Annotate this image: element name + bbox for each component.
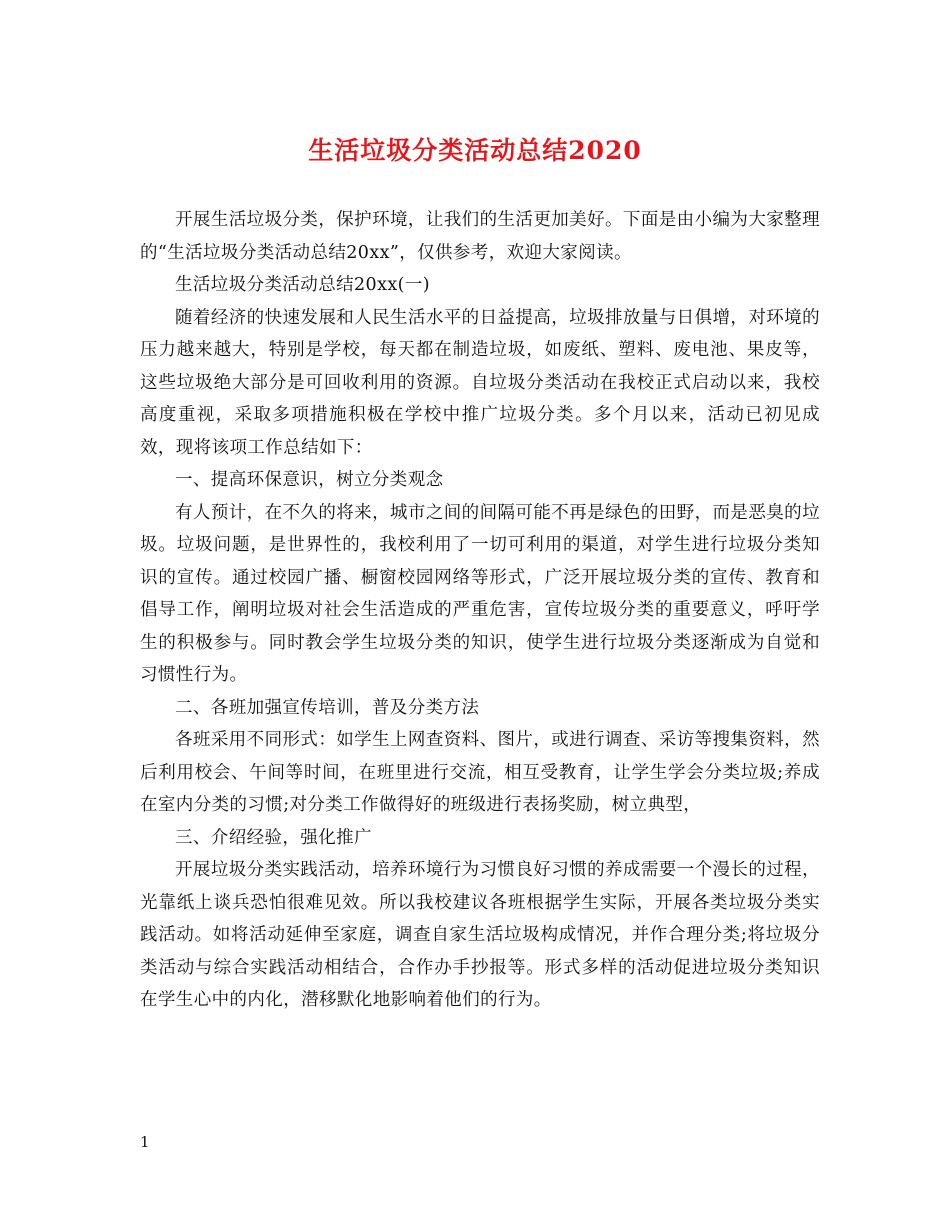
page-number: 1: [140, 1133, 150, 1151]
section-heading-2: 二、各班加强宣传培训，普及分类方法: [175, 697, 480, 718]
section-heading-3: 三、介绍经验，强化推广: [175, 827, 372, 848]
paragraph-subtitle: 生活垃圾分类活动总结20xx(一): [175, 275, 430, 295]
paragraph-background: 随着经济的快速发展和人民生活水平的日益提高，垃圾排放量与日俱增，对环境的压力越来越大，特别是学校，每天都在制造垃圾，如废纸、塑料、废电池、果皮等，这些垃圾绝大部分是可回收利用的资源。自垃圾分类活动在我校正式启动以来，我校高度重视，采取多项措施积极在学校中推广垃圾分类。多个月以来，活动已初见成效，现将该项工作总结如下：: [140, 307, 820, 458]
document-title: 生活垃圾分类活动总结2020: [308, 136, 642, 165]
paragraph-intro: 开展生活垃圾分类，保护环境，让我们的生活更加美好。下面是由小编为大家整理的“生活垃圾分类活动总结20xx”，仅供参考，欢迎大家阅读。: [140, 210, 820, 263]
paragraph-section-3: 开展垃圾分类实践活动，培养环境行为习惯良好习惯的养成需要一个漫长的过程，光靠纸上谈兵恐怕很难见效。所以我校建议各班根据学生实际，开展各类垃圾分类实践活动。如将活动延伸至家庭，调查自家生活垃圾构成情况，并作合理分类;将垃圾分类活动与综合实践活动相结合，合作办手抄报等。形式多样的活动促进垃圾分类知识在学生心中的内化，潜移默化地影响着他们的行为。: [140, 860, 820, 1010]
paragraph-section-1: 有人预计，在不久的将来，城市之间的间隔可能不再是绿色的田野，而是恶臭的垃圾。垃圾问题，是世界性的，我校利用了一切可利用的渠道，对学生进行垃圾分类知识的宣传。通过校园广播、橱窗校园网络等形式，广泛开展垃圾分类的宣传、教育和倡导工作，阐明垃圾对社会生活造成的严重危害，宣传垃圾分类的重要意义，呼吁学生的积极参与。同时教会学生垃圾分类的知识，使学生进行垃圾分类逐渐成为自觉和习惯性行为。: [140, 502, 820, 685]
document-body: [140, 204, 820, 1017]
paragraph-section-2: 各班采用不同形式：如学生上网查资料、图片，或进行调查、采访等搜集资料，然后利用校会、午间等时间，在班里进行交流，相互受教育，让学生学会分类垃圾;养成在室内分类的习惯;对分类工作做得好的班级进行表扬奖励，树立典型，: [140, 730, 820, 815]
section-heading-1: 一、提高环保意识，树立分类观念: [175, 470, 444, 490]
